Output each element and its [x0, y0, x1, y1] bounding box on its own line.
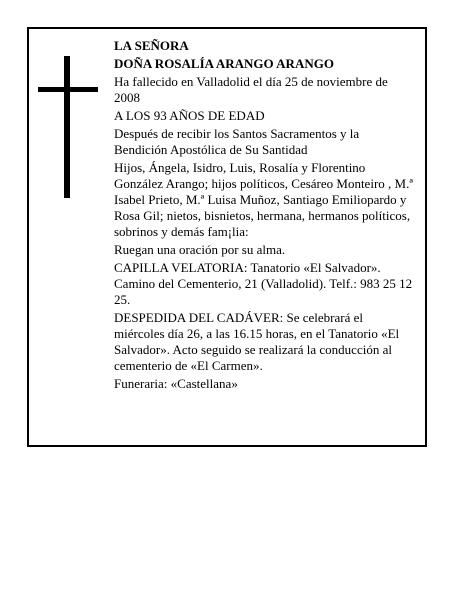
cross-icon — [64, 56, 70, 198]
age-line: A LOS 93 AÑOS DE EDAD — [114, 108, 265, 123]
funeral-home: Funeraria: «Castellana» — [114, 376, 238, 391]
prayer-line: Ruegan una oración por su alma. — [114, 242, 286, 257]
deceased-name: DOÑA ROSALÍA ARANGO ARANGO — [114, 56, 334, 71]
sacraments-line: Después de recibir los Santos Sacramentos y la Bendición Apostólica de Su Santidad — [114, 126, 360, 157]
family-list: Hijos, Ángela, Isidro, Luis, Rosalía y Florentino González Arango; hijos políticos, Cesáreo Monteiro , M.ª Isabel Prieto, M.ª Luisa Muñoz, Santiago Emiliopardo y Rosa Gil; nietos, bisnietos, hermana, hermanos políticos, sobrinos y demás fam¡lia: — [114, 160, 413, 239]
obituary-text — [114, 38, 414, 394]
cross-icon-crossbar — [38, 87, 98, 92]
heading-title: LA SEÑORA — [114, 38, 189, 53]
farewell-info: DESPEDIDA DEL CADÁVER: Se celebrará el miércoles día 26, a las 16.15 horas, en el Tanatorio «El Salvador». Acto seguido se realizará la conducción al cementerio de «El Carmen». — [114, 310, 400, 373]
death-info: Ha fallecido en Valladolid el día 25 de noviembre de 2008 — [114, 74, 388, 105]
chapel-info: CAPILLA VELATORIA: Tanatorio «El Salvador». Camino del Cementerio, 21 (Valladolid). Telf.: 983 25 12 25. — [114, 260, 413, 307]
